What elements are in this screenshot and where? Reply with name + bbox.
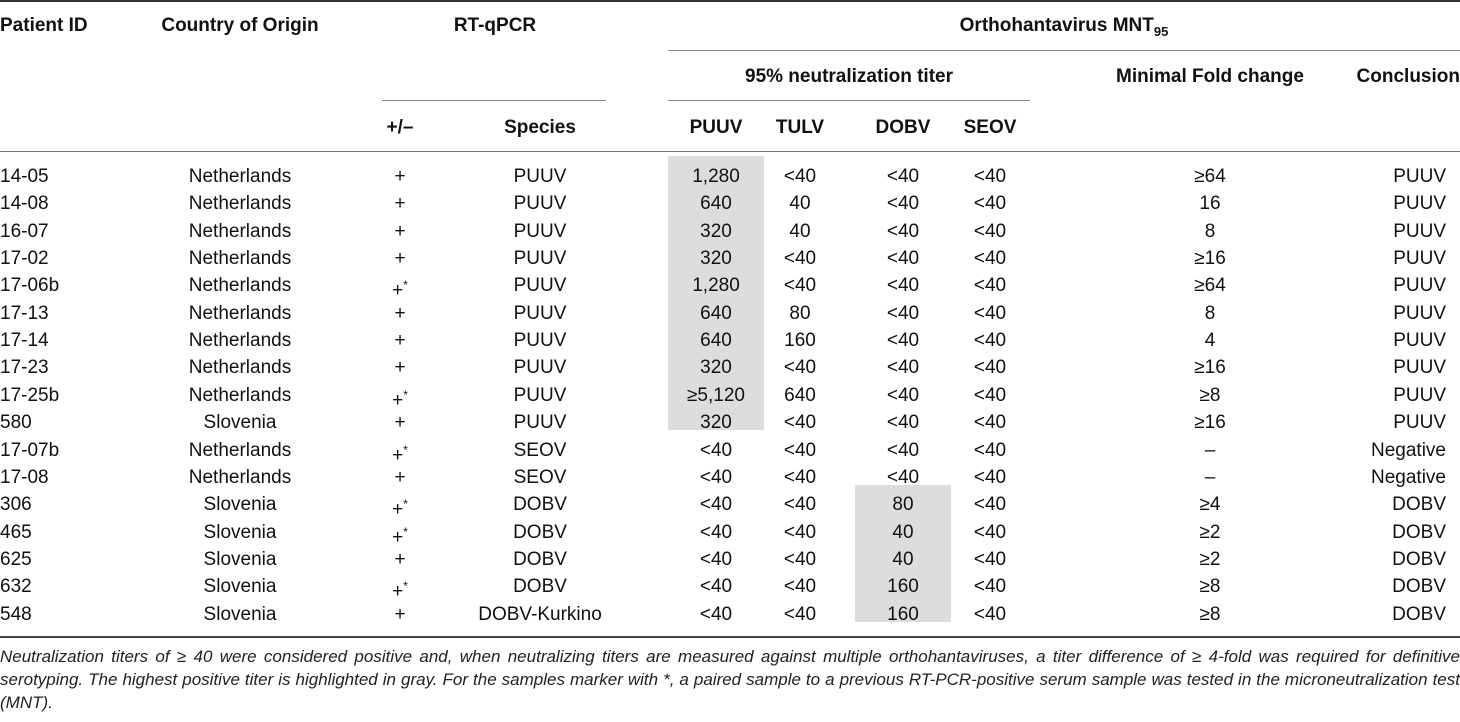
cell-conclusion: Negative xyxy=(1371,466,1446,488)
cell-fold-change: 4 xyxy=(1204,330,1216,352)
cell-puuv: 320 xyxy=(700,412,732,434)
cell-country: Netherlands xyxy=(188,220,292,242)
cell-country: Netherlands xyxy=(188,193,292,215)
cell-dobv: <40 xyxy=(886,302,920,324)
cell-plus-minus: + xyxy=(394,193,406,215)
cell-fold-change: ≥16 xyxy=(1194,357,1226,379)
cell-patient-id: 17-23 xyxy=(0,357,49,379)
cell-dobv: 40 xyxy=(892,521,914,543)
header-puuv: PUUV xyxy=(689,117,743,138)
cell-tulv: <40 xyxy=(783,521,817,543)
cell-puuv: <40 xyxy=(699,439,733,461)
header-conclusion: Conclusion xyxy=(1356,66,1460,87)
cell-seov: <40 xyxy=(973,548,1007,570)
cell-plus-minus-value: + xyxy=(392,499,404,521)
cell-dobv: <40 xyxy=(886,330,920,352)
cell-puuv: <40 xyxy=(699,521,733,543)
cell-patient-id: 17-25b xyxy=(0,384,60,406)
cell-country: Netherlands xyxy=(188,275,292,297)
cell-species: DOBV xyxy=(513,576,567,598)
cell-country: Slovenia xyxy=(203,603,277,625)
cell-tulv: 40 xyxy=(789,220,811,242)
cell-species: PUUV xyxy=(513,302,567,324)
cell-plus-minus xyxy=(370,382,430,409)
cell-seov: <40 xyxy=(973,603,1007,625)
cell-species: PUUV xyxy=(513,166,567,187)
cell-fold-change: ≥64 xyxy=(1194,166,1226,187)
cell-seov: <40 xyxy=(973,494,1007,516)
cell-puuv: <40 xyxy=(699,576,733,598)
cell-plus-minus: + xyxy=(394,466,406,488)
mnt-group-rule xyxy=(668,50,1460,51)
cell-fold-change: ≥2 xyxy=(1199,548,1221,570)
cell-dobv: 80 xyxy=(892,494,914,516)
cell-plus-minus-value: + xyxy=(392,581,404,603)
cell-dobv: <40 xyxy=(886,248,920,270)
cell-country: Netherlands xyxy=(188,357,292,379)
cell-fold-change: – xyxy=(1204,466,1216,488)
cell-country: Slovenia xyxy=(203,576,277,598)
cell-tulv: 640 xyxy=(784,384,816,406)
cell-dobv: <40 xyxy=(886,220,920,242)
paired-sample-asterisk: * xyxy=(403,497,408,512)
cell-plus-minus xyxy=(370,519,430,546)
cell-conclusion: PUUV xyxy=(1393,357,1446,379)
cell-species: PUUV xyxy=(513,384,567,406)
cell-patient-id: 17-14 xyxy=(0,330,49,352)
header-tulv: TULV xyxy=(775,117,825,138)
cell-patient-id: 16-07 xyxy=(0,220,49,242)
header-dobv: DOBV xyxy=(875,117,931,138)
cell-seov: <40 xyxy=(973,330,1007,352)
cell-tulv: <40 xyxy=(783,275,817,297)
cell-patient-id: 580 xyxy=(0,412,32,434)
cell-conclusion: PUUV xyxy=(1393,248,1446,270)
cell-puuv: ≥5,120 xyxy=(687,384,745,406)
cell-patient-id: 14-08 xyxy=(0,193,49,215)
cell-country: Netherlands xyxy=(188,466,292,488)
cell-fold-change: ≥16 xyxy=(1194,248,1226,270)
cell-tulv: <40 xyxy=(783,412,817,434)
cell-plus-minus: + xyxy=(394,220,406,242)
cell-puuv: 320 xyxy=(700,220,732,242)
cell-dobv: 160 xyxy=(887,603,919,625)
table-top-rule xyxy=(0,0,1460,2)
cell-conclusion: PUUV xyxy=(1393,193,1446,215)
cell-puuv: 640 xyxy=(700,193,732,215)
header-fold-change: Minimal Fold change xyxy=(1116,66,1304,87)
cell-dobv: <40 xyxy=(886,412,920,434)
cell-conclusion: PUUV xyxy=(1393,302,1446,324)
cell-patient-id: 625 xyxy=(0,548,32,570)
cell-patient-id: 632 xyxy=(0,576,32,598)
cell-species: PUUV xyxy=(513,193,567,215)
cell-fold-change: 16 xyxy=(1199,193,1221,215)
paired-sample-asterisk: * xyxy=(403,579,408,594)
cell-seov: <40 xyxy=(973,466,1007,488)
cell-fold-change: ≥64 xyxy=(1194,275,1226,297)
cell-country: Netherlands xyxy=(188,384,292,406)
cell-dobv: <40 xyxy=(886,166,920,187)
cell-dobv: <40 xyxy=(886,384,920,406)
cell-plus-minus xyxy=(370,573,430,603)
cell-dobv: <40 xyxy=(886,275,920,297)
cell-seov: <40 xyxy=(973,220,1007,242)
header-bottom-rule xyxy=(0,151,1460,152)
paired-sample-asterisk: * xyxy=(403,442,408,457)
cell-dobv: <40 xyxy=(886,439,920,461)
cell-fold-change: 8 xyxy=(1204,302,1216,324)
cell-seov: <40 xyxy=(973,439,1007,461)
cell-dobv: 160 xyxy=(887,576,919,598)
header-rtqpcr: RT-qPCR xyxy=(453,15,537,36)
cell-fold-change: – xyxy=(1204,439,1216,461)
cell-fold-change: ≥2 xyxy=(1199,521,1221,543)
cell-plus-minus: + xyxy=(394,357,406,379)
cell-dobv: <40 xyxy=(886,193,920,215)
cell-patient-id: 17-08 xyxy=(0,466,49,488)
cell-country: Netherlands xyxy=(188,330,292,352)
cell-species: PUUV xyxy=(513,248,567,270)
cell-plus-minus xyxy=(370,491,430,521)
cell-plus-minus: + xyxy=(394,248,406,270)
cell-conclusion: PUUV xyxy=(1393,166,1446,187)
cell-conclusion: Negative xyxy=(1371,439,1446,461)
cell-puuv: <40 xyxy=(699,548,733,570)
cell-puuv: 320 xyxy=(700,357,732,379)
cell-patient-id: 17-07b xyxy=(0,439,60,461)
cell-patient-id: 17-13 xyxy=(0,302,49,324)
cell-conclusion: DOBV xyxy=(1392,576,1446,598)
cell-fold-change: 8 xyxy=(1204,220,1216,242)
header-neutralization-titer: 95% neutralization titer xyxy=(745,66,953,87)
cell-puuv: <40 xyxy=(699,494,733,516)
cell-country: Netherlands xyxy=(188,248,292,270)
cell-species: SEOV xyxy=(513,439,567,461)
cell-tulv: 160 xyxy=(784,330,816,352)
cell-patient-id: 548 xyxy=(0,603,32,625)
cell-conclusion: PUUV xyxy=(1393,330,1446,352)
cell-species: PUUV xyxy=(513,357,567,379)
cell-patient-id: 17-06b xyxy=(0,275,60,297)
cell-conclusion: DOBV xyxy=(1392,494,1446,516)
cell-species: DOBV xyxy=(513,521,567,543)
cell-plus-minus xyxy=(370,437,430,464)
cell-tulv: <40 xyxy=(783,439,817,461)
paired-sample-asterisk: * xyxy=(403,278,408,293)
cell-seov: <40 xyxy=(973,248,1007,270)
paired-sample-asterisk: * xyxy=(403,387,408,402)
cell-puuv: 1,280 xyxy=(692,166,740,187)
cell-country: Netherlands xyxy=(188,166,292,187)
cell-conclusion: PUUV xyxy=(1393,275,1446,297)
cell-patient-id: 14-05 xyxy=(0,166,49,187)
cell-species: PUUV xyxy=(513,330,567,352)
cell-puuv: <40 xyxy=(699,466,733,488)
cell-fold-change: ≥8 xyxy=(1199,603,1221,625)
table-bottom-rule xyxy=(0,636,1460,638)
cell-species: DOBV-Kurkino xyxy=(478,603,602,625)
cell-plus-minus-value: + xyxy=(392,444,404,466)
cell-species: PUUV xyxy=(513,275,567,297)
cell-plus-minus: + xyxy=(394,330,406,352)
cell-country: Netherlands xyxy=(188,302,292,324)
cell-species: DOBV xyxy=(513,548,567,570)
cell-plus-minus: + xyxy=(394,412,406,434)
titer-group-rule xyxy=(668,100,1030,101)
cell-puuv: 320 xyxy=(700,248,732,270)
cell-species: PUUV xyxy=(513,412,567,434)
cell-conclusion: DOBV xyxy=(1392,548,1446,570)
cell-species: PUUV xyxy=(513,220,567,242)
cell-conclusion: DOBV xyxy=(1392,521,1446,543)
cell-plus-minus: + xyxy=(394,548,406,570)
cell-tulv: <40 xyxy=(783,357,817,379)
cell-puuv: 1,280 xyxy=(692,275,740,297)
cell-country: Slovenia xyxy=(203,521,277,543)
cell-patient-id: 17-02 xyxy=(0,248,49,270)
cell-tulv: <40 xyxy=(783,576,817,598)
cell-seov: <40 xyxy=(973,384,1007,406)
cell-seov: <40 xyxy=(973,193,1007,215)
cell-puuv: 640 xyxy=(700,302,732,324)
cell-conclusion: DOBV xyxy=(1392,603,1446,625)
cell-conclusion: PUUV xyxy=(1393,220,1446,242)
cell-seov: <40 xyxy=(973,302,1007,324)
cell-seov: <40 xyxy=(973,357,1007,379)
cell-seov: <40 xyxy=(973,275,1007,297)
rtqpcr-group-rule xyxy=(382,100,606,101)
cell-seov: <40 xyxy=(973,412,1007,434)
cell-dobv: <40 xyxy=(886,357,920,379)
cell-fold-change: ≥8 xyxy=(1199,576,1221,598)
header-mnt-main: Orthohantavirus MNT xyxy=(959,15,1154,36)
cell-fold-change: ≥8 xyxy=(1199,384,1221,406)
cell-seov: <40 xyxy=(973,576,1007,598)
cell-patient-id: 465 xyxy=(0,521,32,543)
cell-tulv: <40 xyxy=(783,603,817,625)
cell-country: Netherlands xyxy=(188,439,292,461)
cell-puuv: <40 xyxy=(699,603,733,625)
cell-fold-change: ≥16 xyxy=(1194,412,1226,434)
cell-plus-minus: + xyxy=(394,603,406,625)
header-country: Country of Origin xyxy=(161,15,319,36)
cell-dobv: 40 xyxy=(892,548,914,570)
cell-tulv: 80 xyxy=(789,302,811,324)
cell-country: Slovenia xyxy=(203,494,277,516)
cell-tulv: <40 xyxy=(783,466,817,488)
cell-tulv: 40 xyxy=(789,193,811,215)
cell-plus-minus: + xyxy=(394,302,406,324)
cell-tulv: <40 xyxy=(783,548,817,570)
header-mnt-subscript: 95 xyxy=(1153,24,1169,39)
cell-patient-id: 306 xyxy=(0,494,32,516)
header-species: Species xyxy=(504,117,576,138)
cell-plus-minus xyxy=(370,272,430,302)
cell-conclusion: PUUV xyxy=(1393,384,1446,406)
cell-country: Slovenia xyxy=(203,412,277,434)
header-plus-minus: +/– xyxy=(386,117,414,138)
cell-country: Slovenia xyxy=(203,548,277,570)
cell-tulv: <40 xyxy=(783,248,817,270)
table-footnote: Neutralization titers of ≥ 40 were considered positive and, when neutralizing titers are measured against multiple orthohantaviruses, a titer difference of ≥ 4-fold was required for definitive serotyping. The highest positive titer is highlighted in gray. For the samples marker with *, a paired sample to a previous RT-PCR-positive serum sample was tested in the microneutralization test (MNT). xyxy=(0,647,1460,712)
cell-fold-change: ≥4 xyxy=(1199,494,1221,516)
header-seov: SEOV xyxy=(963,117,1017,138)
cell-plus-minus-value: + xyxy=(392,526,404,548)
cell-plus-minus-value: + xyxy=(392,280,404,302)
paired-sample-asterisk: * xyxy=(403,524,408,539)
cell-conclusion: PUUV xyxy=(1393,412,1446,434)
cell-seov: <40 xyxy=(973,166,1007,187)
cell-tulv: <40 xyxy=(783,494,817,516)
cell-puuv: 640 xyxy=(700,330,732,352)
cell-species: DOBV xyxy=(513,494,567,516)
cell-plus-minus: + xyxy=(394,166,406,187)
cell-dobv: <40 xyxy=(886,466,920,488)
cell-species: SEOV xyxy=(513,466,567,488)
cell-plus-minus-value: + xyxy=(392,389,404,411)
header-mnt xyxy=(668,15,1460,43)
header-patient-id: Patient ID xyxy=(0,15,88,36)
cell-tulv: <40 xyxy=(783,166,817,187)
cell-seov: <40 xyxy=(973,521,1007,543)
